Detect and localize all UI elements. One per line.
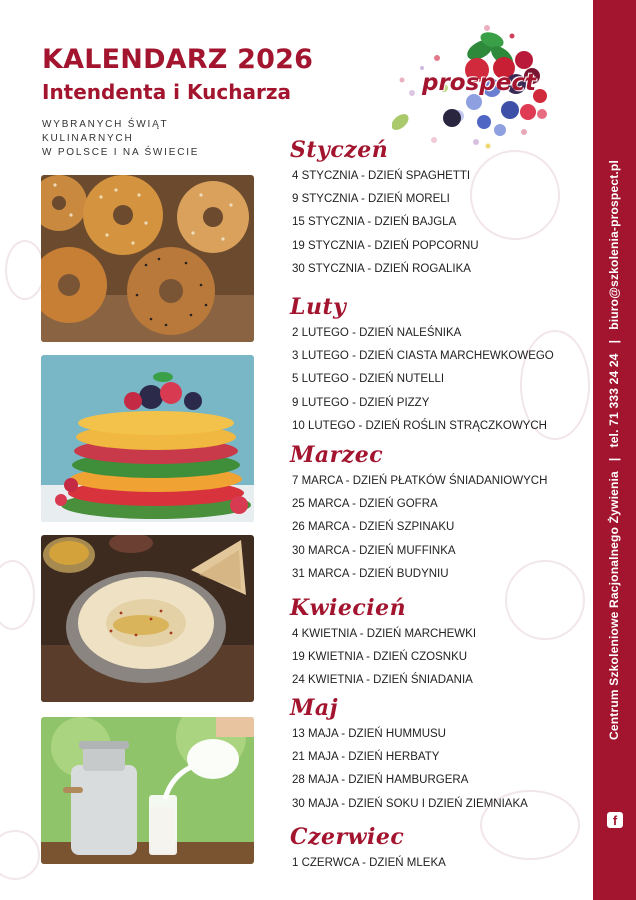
event-item: 3 LUTEGO - DZIEŃ CIASTA MARCHEWKOWEGO [292, 350, 554, 363]
event-item: 26 MARCA - DZIEŃ SZPINAKU [292, 521, 455, 534]
event-item: 9 STYCZNIA - DZIEŃ MORELI [292, 193, 450, 206]
description-line: W POLSCE I NA ŚWIECIE [42, 147, 200, 158]
calendar-description [42, 118, 242, 160]
event-item: 4 STYCZNIA - DZIEŃ SPAGHETTI [292, 170, 471, 182]
month-title: Luty [290, 294, 347, 320]
food-doodle [5, 240, 45, 300]
contact-sidebar [593, 0, 636, 900]
separator: | [607, 457, 621, 462]
event-item: 1 CZERWCA - DZIEŃ MLEKA [292, 857, 446, 869]
pancakes-photo [41, 355, 254, 522]
event-item: 7 MARCA - DZIEŃ PŁATKÓW ŚNIADANIOWYCH [292, 475, 548, 487]
description-line: WYBRANYCH ŚWIĄT [42, 119, 169, 130]
bagels-photo [41, 175, 254, 342]
email-link[interactable]: biuro@szkolenia-prospect.pl [607, 160, 621, 330]
event-item: 21 MAJA - DZIEŃ HERBATY [292, 751, 440, 764]
calendar-subtitle: Intendenta i Kucharza [42, 80, 291, 104]
event-item: 13 MAJA - DZIEŃ HUMMUSU [292, 728, 446, 740]
event-item: 19 KWIETNIA - DZIEŃ CZOSNKU [292, 651, 468, 664]
company-name: Centrum Szkoleniowe Racjonalnego Żywienia [607, 471, 621, 740]
month-january [290, 135, 590, 281]
event-item: 28 MAJA - DZIEŃ HAMBURGERA [292, 774, 469, 787]
event-item: 4 KWIETNIA - DZIEŃ MARCHEWKI [292, 628, 477, 640]
event-item: 19 STYCZNIA - DZIEŃ POPCORNU [292, 239, 479, 252]
event-item: 25 MARCA - DZIEŃ GOFRA [292, 498, 438, 511]
hummus-photo [41, 535, 254, 702]
separator: | [607, 339, 621, 344]
month-may [290, 693, 590, 816]
month-title: Maj [290, 695, 339, 721]
food-doodle [0, 560, 35, 630]
event-item: 9 LUTEGO - DZIEŃ PIZZY [292, 396, 430, 409]
food-doodle [0, 830, 40, 880]
event-item: 2 LUTEGO - DZIEŃ NALEŚNIKA [292, 327, 462, 339]
event-item: 30 MARCA - DZIEŃ MUFFINKA [292, 544, 456, 557]
sidebar-contact-line [607, 160, 621, 740]
event-item: 30 STYCZNIA - DZIEŃ ROGALIKA [292, 262, 471, 275]
event-item: 30 MAJA - DZIEŃ SOKU I DZIEŃ ZIEMNIAKA [292, 797, 528, 810]
event-item: 31 MARCA - DZIEŃ BUDYNIU [292, 567, 449, 580]
month-title: Marzec [290, 442, 384, 468]
calendar-title: KALENDARZ 2026 [42, 44, 314, 75]
event-item: 15 STYCZNIA - DZIEŃ BAJGLA [292, 216, 457, 229]
month-title: Kwiecień [290, 595, 407, 621]
month-title: Styczeń [290, 137, 389, 163]
event-item: 24 KWIETNIA - DZIEŃ ŚNIADANIA [292, 674, 473, 687]
event-item: 5 LUTEGO - DZIEŃ NUTELLI [292, 373, 445, 386]
month-march [290, 440, 590, 586]
logo-wordmark: prospect [422, 70, 536, 96]
month-june [290, 822, 590, 875]
event-item: 10 LUTEGO - DZIEŃ ROŚLIN STRĄCZKOWYCH [292, 419, 547, 432]
phone-number[interactable]: tel. 71 333 24 24 [607, 353, 621, 448]
milk-photo [41, 717, 254, 864]
month-april [290, 593, 590, 693]
description-line: KULINARNYCH [42, 133, 134, 144]
facebook-icon[interactable]: f [607, 812, 623, 828]
month-title: Czerwiec [290, 824, 405, 850]
month-february [290, 292, 590, 438]
